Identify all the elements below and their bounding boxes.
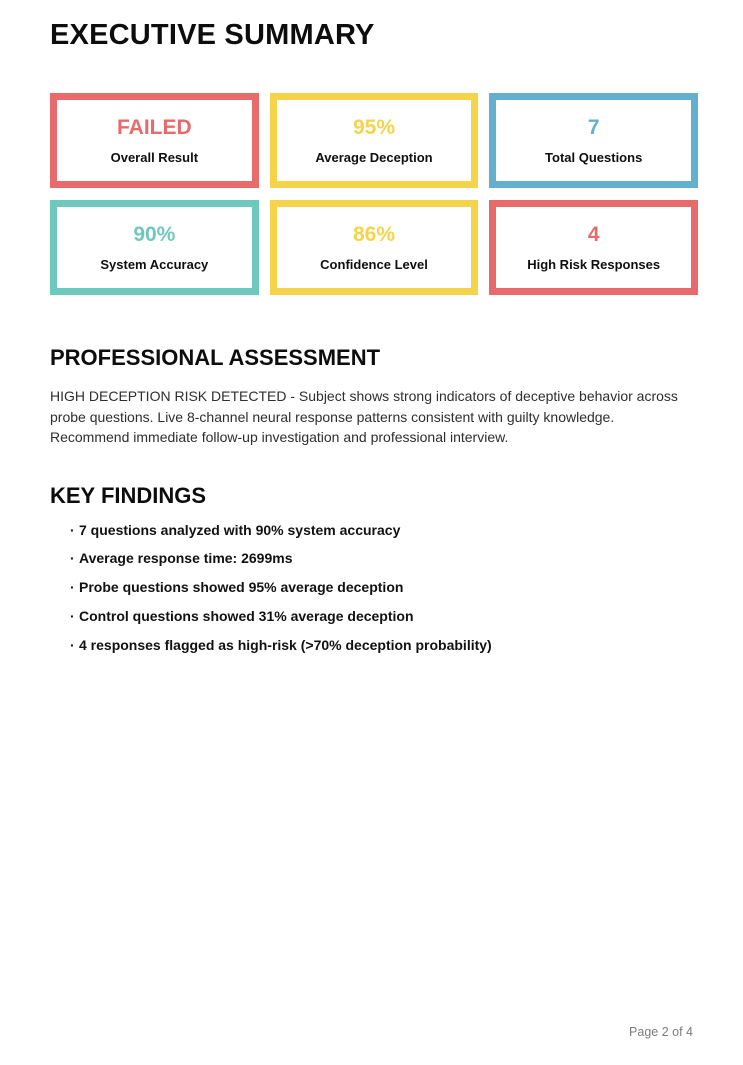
- metric-card-high-risk-responses: [489, 200, 698, 295]
- metric-label: Overall Result: [110, 150, 199, 166]
- findings-heading: KEY FINDINGS: [50, 482, 207, 508]
- metric-label: Confidence Level: [320, 257, 428, 273]
- metric-label: System Accuracy: [100, 257, 209, 273]
- page-number: Page 2 of 4: [629, 1025, 693, 1039]
- metric-value: FAILED: [116, 115, 192, 139]
- metric-card-system-accuracy: [50, 200, 259, 295]
- finding-item: · 4 responses flagged as high-risk (>70% deception probability): [70, 637, 698, 654]
- metric-label: Total Questions: [545, 150, 643, 166]
- metric-card-overall-result: [50, 93, 259, 188]
- metric-label: High Risk Responses: [527, 257, 661, 273]
- assessment-heading: PROFESSIONAL ASSESSMENT: [50, 345, 381, 370]
- metric-value: 95%: [352, 115, 395, 139]
- metric-value: 90%: [133, 222, 176, 246]
- assessment-text: HIGH DECEPTION RISK DETECTED - Subject shows strong indicators of deceptive behavior across probe questions. Live 8-channel neural response patterns consistent with guilty knowledge. Recommend immediate follow-up investigation and professional interview.: [50, 388, 678, 445]
- finding-item: · Average response time: 2699ms: [70, 550, 698, 567]
- finding-item: · 7 questions analyzed with 90% system accuracy: [70, 522, 698, 539]
- metric-value: 86%: [352, 222, 395, 246]
- page-title: EXECUTIVE SUMMARY: [50, 19, 375, 51]
- report-page: [0, 21, 743, 653]
- finding-item: · Probe questions showed 95% average deception: [70, 579, 698, 596]
- findings-list: [50, 522, 698, 654]
- metric-value: 7: [587, 115, 600, 139]
- metric-value: 4: [587, 222, 600, 246]
- metric-card-average-deception: [270, 93, 479, 188]
- metrics-grid: [50, 93, 698, 295]
- metric-card-confidence-level: [270, 200, 479, 295]
- metric-card-total-questions: [489, 93, 698, 188]
- metric-label: Average Deception: [315, 150, 433, 166]
- finding-item: · Control questions showed 31% average deception: [70, 608, 698, 625]
